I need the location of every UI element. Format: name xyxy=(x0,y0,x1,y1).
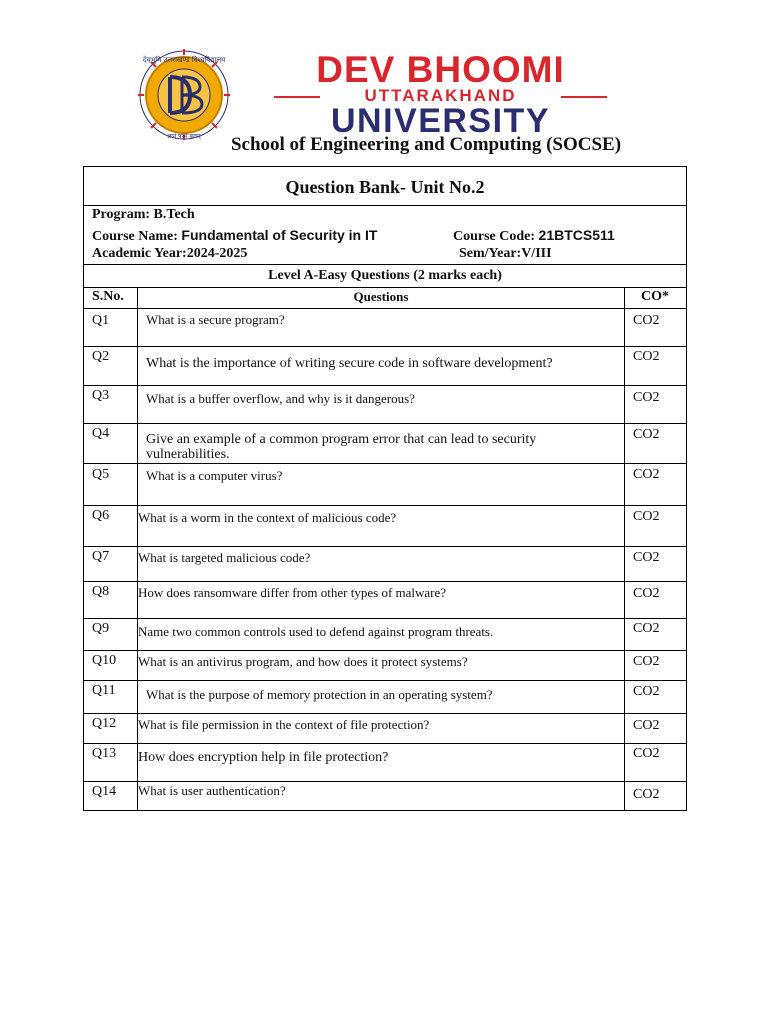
school-name: School of Engineering and Computing (SOCSE) xyxy=(230,134,622,155)
document-header xyxy=(0,0,768,165)
course-code xyxy=(453,227,615,245)
course-outcome: CO2 xyxy=(633,550,660,565)
table-row xyxy=(84,619,686,651)
table-row xyxy=(84,386,686,424)
course-outcome: CO2 xyxy=(633,313,660,328)
question-text: What is the purpose of memory protection in an operating system? xyxy=(146,687,493,702)
question-number: Q6 xyxy=(84,506,138,546)
question-cell xyxy=(138,347,625,385)
course-info xyxy=(84,206,686,265)
course-outcome: CO2 xyxy=(633,787,660,802)
question-cell xyxy=(138,506,625,546)
course-outcome: CO2 xyxy=(633,390,660,405)
seal-bottom-text: ज्ञानं परमं बलम् xyxy=(167,133,201,140)
course-outcome: CO2 xyxy=(633,621,660,636)
course-outcome: CO2 xyxy=(633,427,660,442)
table-row xyxy=(84,582,686,619)
question-cell xyxy=(138,386,625,423)
seal-top-text: देवभूमि उत्तराखण्ड विश्वविद्यालय xyxy=(142,56,226,64)
question-cell xyxy=(138,619,625,650)
question-text: Give an example of a common program error that can lead to security vulnerabilities. xyxy=(146,432,537,462)
column-header-sno: S.No. xyxy=(84,288,138,308)
level-heading: Level A-Easy Questions (2 marks each) xyxy=(84,265,686,288)
question-number: Q1 xyxy=(84,309,138,346)
table-row xyxy=(84,464,686,506)
question-text: What is user authentication? xyxy=(138,783,286,798)
question-cell xyxy=(138,582,625,618)
question-number: Q10 xyxy=(84,651,138,680)
course-code-label: Course Code: xyxy=(453,229,536,244)
question-cell xyxy=(138,424,625,463)
question-number: Q13 xyxy=(84,744,138,781)
course-outcome: CO2 xyxy=(633,586,660,601)
question-number: Q9 xyxy=(84,619,138,650)
question-bank-table xyxy=(83,166,687,811)
table-row xyxy=(84,309,686,347)
university-name-line2-text: UTTARAKHAND xyxy=(364,86,517,105)
question-text: How does ransomware differ from other types of malware? xyxy=(138,585,447,600)
course-outcome: CO2 xyxy=(633,746,660,761)
decorative-rule xyxy=(561,96,607,98)
question-number: Q11 xyxy=(84,681,138,713)
question-text: What is a buffer overflow, and why is it dangerous? xyxy=(146,391,415,406)
column-header-co: CO* xyxy=(641,289,669,304)
question-cell xyxy=(138,651,625,680)
university-name-line3: UNIVERSITY xyxy=(330,102,551,140)
question-text: What is a computer virus? xyxy=(146,468,283,483)
program: Program: B.Tech xyxy=(92,207,195,222)
course-name-value: Fundamental of Security in IT xyxy=(181,227,378,243)
question-number: Q8 xyxy=(84,582,138,618)
question-cell xyxy=(138,309,625,346)
question-text: Name two common controls used to defend against program threats. xyxy=(138,624,494,639)
course-outcome: CO2 xyxy=(633,349,660,364)
question-text: What is an antivirus program, and how does it protect systems? xyxy=(138,654,468,669)
course-outcome: CO2 xyxy=(633,467,660,482)
table-row xyxy=(84,347,686,386)
question-cell xyxy=(138,681,625,713)
table-row xyxy=(84,714,686,744)
question-text: What is a worm in the context of malicious code? xyxy=(138,510,397,525)
table-row xyxy=(84,506,686,547)
table-row xyxy=(84,424,686,464)
question-number: Q4 xyxy=(84,424,138,463)
table-row xyxy=(84,782,686,810)
table-row xyxy=(84,681,686,714)
course-name xyxy=(92,227,377,245)
question-text: What is the importance of writing secure code in software development? xyxy=(146,356,553,371)
question-number: Q12 xyxy=(84,714,138,743)
table-body xyxy=(84,309,686,810)
academic-year: Academic Year:2024-2025 xyxy=(92,246,248,261)
course-outcome: CO2 xyxy=(633,509,660,524)
table-header-row xyxy=(84,288,686,309)
question-number: Q2 xyxy=(84,347,138,385)
question-cell xyxy=(138,547,625,581)
table-row xyxy=(84,744,686,782)
question-number: Q14 xyxy=(84,782,138,810)
column-header-questions: Questions xyxy=(138,288,625,308)
question-cell xyxy=(138,714,625,743)
table-row xyxy=(84,547,686,582)
course-outcome: CO2 xyxy=(633,654,660,669)
sem-year: Sem/Year:V/III xyxy=(459,246,552,261)
question-cell xyxy=(138,464,625,505)
table-row xyxy=(84,651,686,681)
question-number: Q3 xyxy=(84,386,138,423)
question-number: Q5 xyxy=(84,464,138,505)
question-text: How does encryption help in file protection? xyxy=(138,750,389,765)
course-code-value: 21BTCS511 xyxy=(538,227,615,243)
question-text: What is a secure program? xyxy=(146,312,285,327)
question-cell xyxy=(138,744,625,781)
question-text: What is targeted malicious code? xyxy=(138,550,311,565)
question-bank-title: Question Bank- Unit No.2 xyxy=(84,167,686,206)
university-name-line1: DEV BHOOMI xyxy=(316,49,565,90)
question-text: What is file permission in the context of file protection? xyxy=(138,717,430,732)
course-outcome: CO2 xyxy=(633,684,660,699)
course-outcome: CO2 xyxy=(633,718,660,733)
university-seal-logo xyxy=(120,48,260,140)
course-name-label: Course Name: xyxy=(92,229,178,244)
question-number: Q7 xyxy=(84,547,138,581)
question-cell xyxy=(138,782,625,810)
